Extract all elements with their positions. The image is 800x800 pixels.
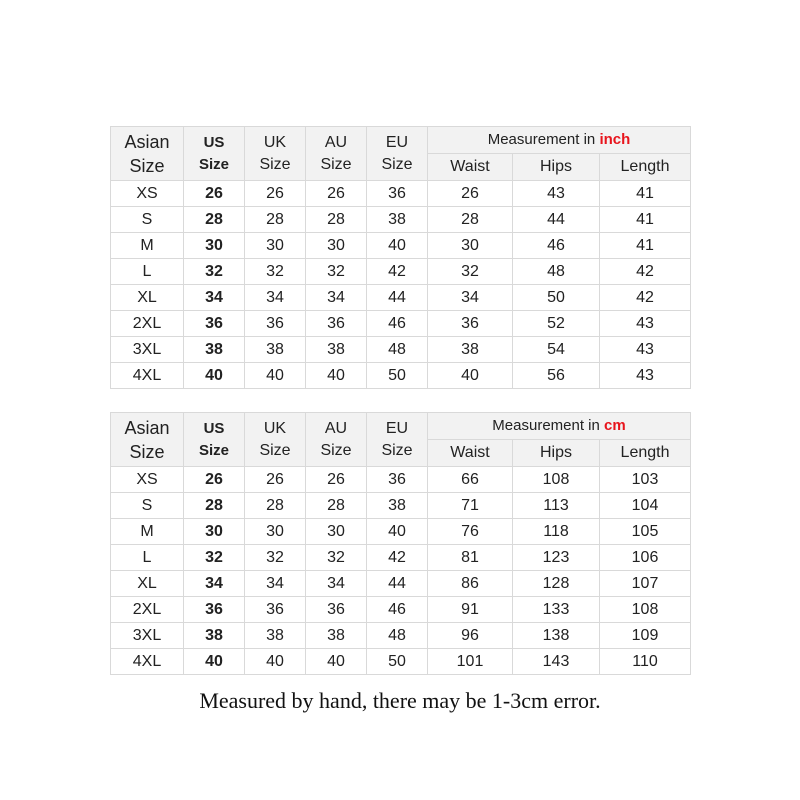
header-uk-size: UK Size <box>245 127 306 181</box>
cell-au: 32 <box>306 545 367 571</box>
table-row <box>111 233 691 259</box>
cell-eu: 48 <box>367 337 428 363</box>
cell-hips: 128 <box>513 571 600 597</box>
cell-eu: 44 <box>367 571 428 597</box>
size-table-inch <box>110 126 691 389</box>
measurement-prefix: Measurement in <box>492 417 600 434</box>
cell-waist: 101 <box>428 649 513 675</box>
cell-waist: 36 <box>428 311 513 337</box>
cell-au: 40 <box>306 363 367 389</box>
cell-hips: 52 <box>513 311 600 337</box>
table-row <box>111 597 691 623</box>
header-au-size: AU Size <box>306 413 367 467</box>
cell-au: 36 <box>306 597 367 623</box>
cell-eu: 44 <box>367 285 428 311</box>
cell-waist: 40 <box>428 363 513 389</box>
cell-hips: 44 <box>513 207 600 233</box>
cell-waist: 76 <box>428 519 513 545</box>
cell-uk: 34 <box>245 571 306 597</box>
cell-length: 104 <box>600 493 691 519</box>
cell-eu: 48 <box>367 623 428 649</box>
cell-asian: 4XL <box>111 649 184 675</box>
cell-uk: 32 <box>245 259 306 285</box>
header-au-size: AU Size <box>306 127 367 181</box>
table-row <box>111 623 691 649</box>
cell-au: 26 <box>306 181 367 207</box>
cell-length: 105 <box>600 519 691 545</box>
cell-length: 43 <box>600 311 691 337</box>
cell-us: 34 <box>184 571 245 597</box>
cell-eu: 36 <box>367 467 428 493</box>
cell-length: 108 <box>600 597 691 623</box>
cell-uk: 40 <box>245 649 306 675</box>
cell-asian: XS <box>111 467 184 493</box>
cell-length: 41 <box>600 207 691 233</box>
cell-eu: 46 <box>367 311 428 337</box>
cell-length: 41 <box>600 233 691 259</box>
cell-waist: 30 <box>428 233 513 259</box>
cell-hips: 138 <box>513 623 600 649</box>
cell-uk: 38 <box>245 337 306 363</box>
cell-hips: 123 <box>513 545 600 571</box>
cell-length: 42 <box>600 285 691 311</box>
cell-asian: L <box>111 259 184 285</box>
cell-uk: 28 <box>245 207 306 233</box>
cell-au: 38 <box>306 623 367 649</box>
cell-hips: 48 <box>513 259 600 285</box>
cell-waist: 86 <box>428 571 513 597</box>
header-measurement <box>428 413 691 440</box>
cell-hips: 133 <box>513 597 600 623</box>
cell-hips: 108 <box>513 467 600 493</box>
cell-au: 32 <box>306 259 367 285</box>
header-us-size: US Size <box>184 127 245 181</box>
cell-uk: 30 <box>245 233 306 259</box>
cell-us: 30 <box>184 519 245 545</box>
cell-uk: 40 <box>245 363 306 389</box>
table-row <box>111 649 691 675</box>
cell-us: 34 <box>184 285 245 311</box>
cell-length: 109 <box>600 623 691 649</box>
cell-au: 30 <box>306 519 367 545</box>
cell-asian: 4XL <box>111 363 184 389</box>
cell-length: 107 <box>600 571 691 597</box>
cell-length: 43 <box>600 337 691 363</box>
cell-hips: 118 <box>513 519 600 545</box>
cell-waist: 91 <box>428 597 513 623</box>
header-length: Length <box>600 154 691 181</box>
cell-length: 43 <box>600 363 691 389</box>
cell-asian: L <box>111 545 184 571</box>
cell-asian: XL <box>111 285 184 311</box>
table-row <box>111 545 691 571</box>
cell-au: 28 <box>306 493 367 519</box>
size-table-cm <box>110 412 691 675</box>
header-waist: Waist <box>428 154 513 181</box>
cell-us: 30 <box>184 233 245 259</box>
cell-asian: S <box>111 493 184 519</box>
header-asian-size: Asian Size <box>111 413 184 467</box>
cell-us: 36 <box>184 597 245 623</box>
cell-hips: 56 <box>513 363 600 389</box>
cell-us: 32 <box>184 259 245 285</box>
table-row <box>111 571 691 597</box>
cell-au: 30 <box>306 233 367 259</box>
table-row <box>111 285 691 311</box>
header-waist: Waist <box>428 440 513 467</box>
cell-length: 106 <box>600 545 691 571</box>
cell-eu: 50 <box>367 649 428 675</box>
cell-au: 26 <box>306 467 367 493</box>
cell-length: 41 <box>600 181 691 207</box>
cell-eu: 46 <box>367 597 428 623</box>
cell-eu: 36 <box>367 181 428 207</box>
cell-uk: 26 <box>245 181 306 207</box>
measurement-note: Measured by hand, there may be 1-3cm error. <box>199 688 601 713</box>
cell-au: 28 <box>306 207 367 233</box>
header-us-size: US Size <box>184 413 245 467</box>
cell-us: 38 <box>184 337 245 363</box>
cell-asian: 3XL <box>111 623 184 649</box>
cell-eu: 50 <box>367 363 428 389</box>
cell-asian: XL <box>111 571 184 597</box>
cell-us: 28 <box>184 493 245 519</box>
header-eu-size: EU Size <box>367 413 428 467</box>
header-measurement <box>428 127 691 154</box>
cell-us: 36 <box>184 311 245 337</box>
header-eu-size: EU Size <box>367 127 428 181</box>
cell-au: 34 <box>306 571 367 597</box>
cell-waist: 32 <box>428 259 513 285</box>
header-asian-size: Asian Size <box>111 127 184 181</box>
table-row <box>111 519 691 545</box>
measurement-prefix: Measurement in <box>487 131 596 148</box>
cell-uk: 34 <box>245 285 306 311</box>
measurement-unit: inch <box>599 131 631 148</box>
cell-us: 26 <box>184 181 245 207</box>
cell-au: 36 <box>306 311 367 337</box>
header-length: Length <box>600 440 691 467</box>
table-row <box>111 337 691 363</box>
cell-waist: 96 <box>428 623 513 649</box>
table-row <box>111 181 691 207</box>
cell-length: 42 <box>600 259 691 285</box>
cell-asian: 3XL <box>111 337 184 363</box>
table-row <box>111 259 691 285</box>
cell-eu: 40 <box>367 233 428 259</box>
cell-us: 28 <box>184 207 245 233</box>
cell-uk: 26 <box>245 467 306 493</box>
cell-uk: 38 <box>245 623 306 649</box>
cell-waist: 28 <box>428 207 513 233</box>
cell-eu: 42 <box>367 259 428 285</box>
cell-asian: XS <box>111 181 184 207</box>
cell-us: 32 <box>184 545 245 571</box>
cell-eu: 38 <box>367 493 428 519</box>
cell-uk: 36 <box>245 311 306 337</box>
cell-asian: 2XL <box>111 311 184 337</box>
cell-us: 38 <box>184 623 245 649</box>
cell-hips: 54 <box>513 337 600 363</box>
header-uk-size: UK Size <box>245 413 306 467</box>
table-row <box>111 363 691 389</box>
cell-asian: 2XL <box>111 597 184 623</box>
cell-au: 40 <box>306 649 367 675</box>
header-hips: Hips <box>513 440 600 467</box>
cell-waist: 26 <box>428 181 513 207</box>
cell-au: 38 <box>306 337 367 363</box>
cell-au: 34 <box>306 285 367 311</box>
cell-hips: 50 <box>513 285 600 311</box>
table-row <box>111 311 691 337</box>
cell-uk: 28 <box>245 493 306 519</box>
cell-uk: 32 <box>245 545 306 571</box>
table-row <box>111 207 691 233</box>
cell-length: 110 <box>600 649 691 675</box>
cell-waist: 71 <box>428 493 513 519</box>
measurement-unit: cm <box>604 417 626 434</box>
cell-uk: 30 <box>245 519 306 545</box>
cell-length: 103 <box>600 467 691 493</box>
cell-hips: 43 <box>513 181 600 207</box>
cell-eu: 42 <box>367 545 428 571</box>
cell-hips: 113 <box>513 493 600 519</box>
cell-waist: 81 <box>428 545 513 571</box>
cell-asian: M <box>111 519 184 545</box>
cell-hips: 46 <box>513 233 600 259</box>
table-row <box>111 467 691 493</box>
cell-eu: 40 <box>367 519 428 545</box>
table-row <box>111 493 691 519</box>
cell-waist: 34 <box>428 285 513 311</box>
cell-us: 40 <box>184 363 245 389</box>
cell-us: 40 <box>184 649 245 675</box>
cell-us: 26 <box>184 467 245 493</box>
cell-eu: 38 <box>367 207 428 233</box>
cell-waist: 38 <box>428 337 513 363</box>
cell-hips: 143 <box>513 649 600 675</box>
cell-uk: 36 <box>245 597 306 623</box>
cell-asian: M <box>111 233 184 259</box>
header-hips: Hips <box>513 154 600 181</box>
cell-asian: S <box>111 207 184 233</box>
cell-waist: 66 <box>428 467 513 493</box>
